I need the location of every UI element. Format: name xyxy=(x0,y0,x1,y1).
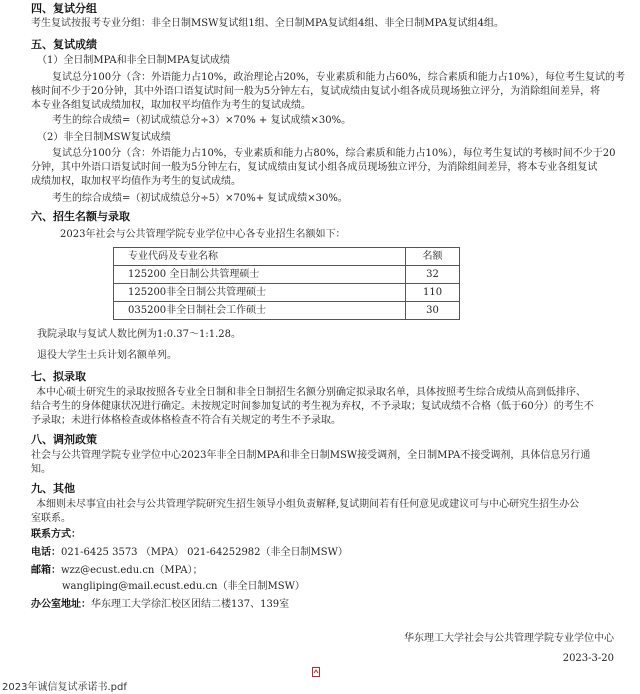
section-7-line2: 结合考生的身体健康状况进行确定。未按规定时间参加复试的考生视为弃权，不予录取；复试成绩不合格（低于60分）的考生不 xyxy=(31,401,594,412)
phone-label: 电话： xyxy=(31,547,61,558)
section-7-line3: 予录取；未进行体格检查或体格检查不符合有关规定的考生不予录取。 xyxy=(31,415,341,426)
section-5-para1-line3: 本专业各组复试成绩加权，取加权平均值作为考生的复试成绩。 xyxy=(31,100,311,111)
quota-major-cell: 125200非全日制公共管理硕士 xyxy=(114,284,406,302)
table-row xyxy=(114,302,460,320)
email-msw[interactable]: wangliping@mail.ecust.edu.cn（非全日制MSW） xyxy=(62,581,305,592)
section-5-formula1: 考生的综合成绩=（初试成绩总分÷3）×70% + 复试成绩×30%。 xyxy=(52,115,352,126)
section-4-title: 四、复试分组 xyxy=(31,2,97,15)
contact-title: 联系方式： xyxy=(31,529,81,540)
section-9-line1: 本细则未尽事宜由社会与公共管理学院研究生招生领导小组负责解释,复试期间若有任何意见或建议可与中心研究生招生办公 xyxy=(36,499,580,510)
section-9-title: 九、其他 xyxy=(31,482,75,495)
quota-major-cell: 035200非全日制社会工作硕士 xyxy=(114,302,406,320)
section-5-title: 五、复试成绩 xyxy=(31,38,97,51)
section-5-para2-line1: 复试总分100分（含：外语能力占10%，专业素质和能力占80%，综合素质和能力占10%），每位考生复试的考核时间不少于20 xyxy=(52,148,616,159)
contact-email xyxy=(31,563,203,578)
section-8-line1: 社会与公共管理学院专业学位中心2023年非全日制MPA和非全日制MSW接受调剂，全日制MPA不接受调剂，具体信息另行通 xyxy=(31,450,591,461)
quota-table xyxy=(113,247,460,320)
section-5-formula2: 考生的综合成绩=（初试成绩总分÷5）×70%+ 复试成绩×30%。 xyxy=(52,193,348,204)
quota-count-cell: 32 xyxy=(406,266,460,284)
signature-date: 2023-3-20 xyxy=(562,653,614,664)
signature-org: 华东理工大学社会与公共管理学院专业学位中心 xyxy=(404,633,614,644)
soldier-plan-note: 退役大学生士兵计划名额单列。 xyxy=(37,350,177,361)
phone-value: 021-6425 3573 （MPA） 021-64252982（非全日制MSW） xyxy=(61,547,348,558)
pdf-icon[interactable] xyxy=(312,667,321,680)
quota-table-header xyxy=(114,248,460,266)
section-4-text: 考生复试按报考专业分组：非全日制MSW复试组1组、全日制MPA复试组4组、非全日制MPA复试组4组。 xyxy=(31,18,504,29)
section-5-sub2: （2）非全日制MSW复试成绩 xyxy=(37,132,171,143)
email-mpa[interactable]: wzz@ecust.edu.cn（MPA）； xyxy=(61,565,203,576)
quota-header-count: 名额 xyxy=(406,248,460,266)
quota-intro: 2023年社会与公共管理学院专业学位中心各专业招生名额如下： xyxy=(60,229,346,240)
attachment-link[interactable]: 2023年诚信复试承诺书.pdf xyxy=(2,682,127,693)
quota-count-cell: 30 xyxy=(406,302,460,320)
section-6-title: 六、招生名额与录取 xyxy=(31,210,130,223)
section-5-sub1: （1）全日制MPA和非全日制MPA复试成绩 xyxy=(37,55,230,66)
section-7-line1: 本中心硕士研究生的录取按照各专业全日制和非全日制招生名额分别确定拟录取名单，具体按照考生综合成绩从高到低排序、 xyxy=(36,387,586,398)
quota-count-cell: 110 xyxy=(406,284,460,302)
section-5-para2-line2: 分钟，其中外语口语复试时间一般为5分钟左右，复试成绩由复试小组各成员现场独立评分，为消除组间差异，将本专业各组复试 xyxy=(31,162,598,173)
contact-address xyxy=(31,597,289,612)
email-label: 邮箱： xyxy=(31,565,61,576)
table-row xyxy=(114,266,460,284)
section-5-para1-line1: 复试总分100分（含：外语能力占10%，政治理论占20%，专业素质和能力占60%，综合素质和能力占10%），每位考生复试的考 xyxy=(52,72,625,83)
section-7-title: 七、拟录取 xyxy=(31,370,86,383)
section-5-para1-line2: 核时间不少于20分钟，其中外语口语复试时间一般为5分钟左右，复试成绩由复试小组各成员现场独立评分，为消除组间差异，将 xyxy=(31,86,601,97)
section-9-line2: 室联系。 xyxy=(31,513,71,524)
contact-phone xyxy=(31,545,348,560)
section-5-para2-line3: 成绩加权，取加权平均值作为考生的复试成绩。 xyxy=(31,176,241,187)
section-8-title: 八、调剂政策 xyxy=(31,433,97,446)
section-8-line2: 知。 xyxy=(31,464,51,475)
quota-major-cell: 125200 全日制公共管理硕士 xyxy=(114,266,406,284)
quota-header-major: 专业代码及专业名称 xyxy=(114,248,406,266)
address-label: 办公室地址： xyxy=(31,599,91,610)
address-value: 华东理工大学徐汇校区团结二楼137、139室 xyxy=(91,599,290,610)
admission-ratio: 我院录取与复试人数比例为1:0.37～1:1.28。 xyxy=(37,329,241,340)
table-row xyxy=(114,284,460,302)
